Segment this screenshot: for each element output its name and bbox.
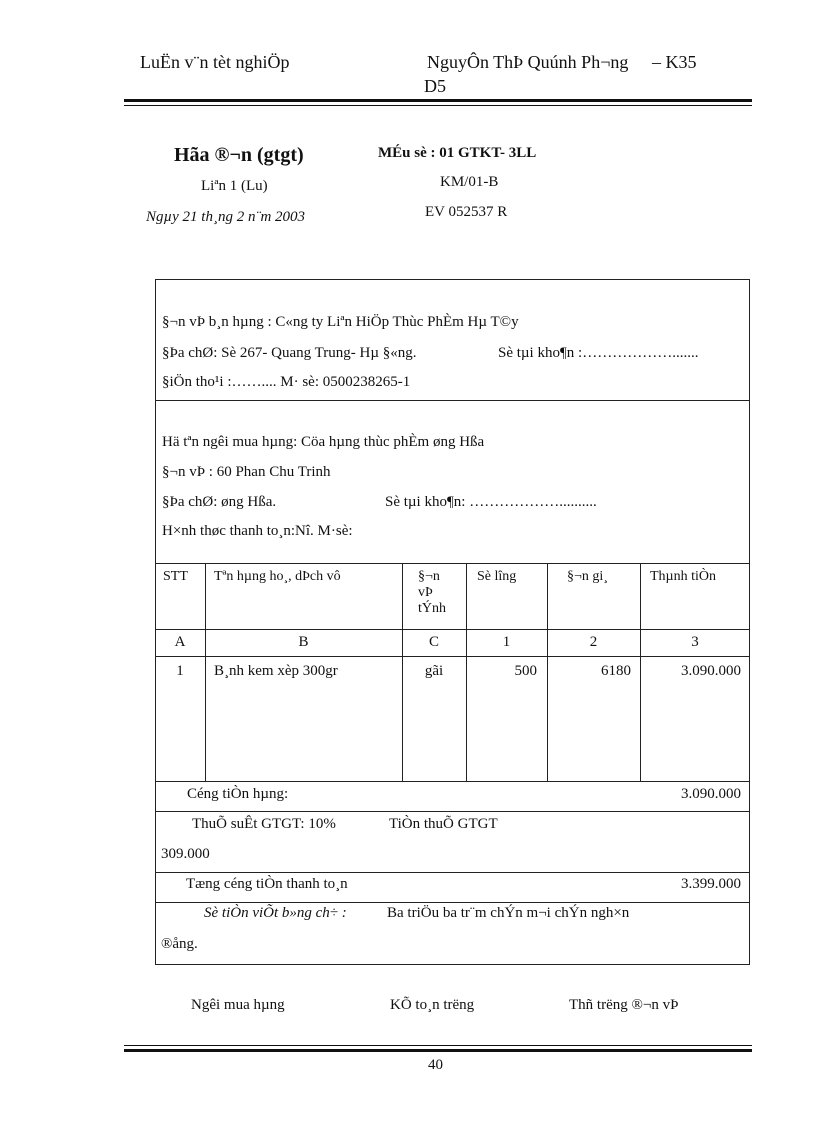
code-3: 3 bbox=[691, 634, 699, 650]
row-quantity: 500 bbox=[514, 663, 537, 679]
header-left-title: LuËn v¨n tèt nghiÖp bbox=[140, 52, 290, 72]
row-goods-name: B¸nh kem xèp 300gr bbox=[214, 663, 338, 679]
code-1: 1 bbox=[502, 634, 511, 650]
header-class-line2: D5 bbox=[424, 76, 446, 96]
amount-in-words-line2: ®ång. bbox=[161, 936, 198, 952]
vat-rate: ThuÕ suÊt GTGT: 10% bbox=[192, 816, 336, 832]
invoice-symbol: KM/01-B bbox=[440, 174, 499, 190]
invoice-copy: Liªn 1 (Lu) bbox=[201, 178, 268, 194]
buyer-address: §Þa chØ: øng Hßa. bbox=[162, 494, 277, 510]
th-amount: Thµnh tiÒn bbox=[650, 569, 717, 584]
signature-accountant: KÕ to¸n trëng bbox=[390, 997, 475, 1013]
buyer-name: Hä tªn ngêi mua hµng: Cöa hµng thùc phÈm øng Hßa bbox=[162, 434, 485, 450]
buyer-unit: §¬n vÞ : 60 Phan Chu Trinh bbox=[162, 464, 331, 480]
th-unit-price: §¬n gi¸ bbox=[567, 569, 608, 584]
row-unit: gãi bbox=[424, 663, 444, 679]
footer-rule-thin bbox=[124, 1045, 752, 1046]
amount-in-words: Ba triÖu ba tr¨m chÝn m¬i chÝn ngh×n bbox=[387, 905, 630, 921]
th-stt: STT bbox=[163, 569, 188, 584]
col-divider-1 bbox=[205, 563, 206, 781]
subtotal-divider bbox=[155, 811, 750, 812]
vat-amount-value: 309.000 bbox=[161, 846, 210, 862]
signature-director: Thñ trëng ®¬n vÞ bbox=[569, 997, 679, 1013]
header-class: – K35 bbox=[652, 52, 697, 72]
seller-name: §¬n vÞ b¸n hµng : C«ng ty Liªn HiÖp Thùc PhÈm Hµ T©y bbox=[162, 314, 519, 330]
table-codes-divider bbox=[155, 656, 750, 657]
seller-address: §Þa chØ: Sè 267- Quang Trung- Hµ §«ng. bbox=[162, 345, 417, 361]
header-rule-thick bbox=[124, 99, 752, 102]
row-amount: 3.090.000 bbox=[681, 663, 741, 679]
header-author: NguyÔn ThÞ Quúnh Ph¬ng bbox=[427, 52, 629, 72]
row-stt: 1 bbox=[176, 663, 184, 679]
grand-total-value: 3.399.000 bbox=[681, 876, 741, 892]
seller-account: Sè tµi kho¶n :………………....... bbox=[498, 345, 699, 361]
th-quantity: Sè lîng bbox=[477, 569, 517, 584]
code-2: 2 bbox=[589, 634, 598, 650]
invoice-title: Hãa ®¬n (gtgt) bbox=[174, 144, 304, 166]
code-c: C bbox=[428, 634, 439, 650]
seller-divider bbox=[155, 400, 750, 401]
buyer-divider bbox=[155, 563, 750, 564]
table-header-divider bbox=[155, 629, 750, 630]
page-number: 40 bbox=[428, 1057, 443, 1073]
footer-rule-thick bbox=[124, 1049, 752, 1052]
code-b: B bbox=[298, 634, 309, 650]
invoice-serial: EV 052537 R bbox=[425, 204, 508, 220]
vat-divider bbox=[155, 872, 750, 873]
table-body-bottom bbox=[155, 781, 750, 782]
row-unit-price: 6180 bbox=[601, 663, 631, 679]
vat-amount-label: TiÒn thuÕ GTGT bbox=[389, 816, 498, 832]
grand-total-label: Tæng céng tiÒn thanh to¸n bbox=[186, 876, 348, 892]
buyer-payment: H×nh thøc thanh to¸n:Nî. M·sè: bbox=[162, 523, 353, 539]
grand-total-divider bbox=[155, 902, 750, 903]
seller-phone: §iÖn tho¹i :…….... M· sè: 0500238265-1 bbox=[162, 374, 411, 390]
th-unit: §¬n vÞ tÝnh bbox=[418, 569, 446, 616]
signature-buyer: Ngêi mua hµng bbox=[191, 997, 285, 1013]
subtotal-value: 3.090.000 bbox=[681, 786, 741, 802]
th-goods-name: Tªn hµng ho¸, dÞch vô bbox=[214, 569, 341, 584]
buyer-account: Sè tµi kho¶n: ……………….......... bbox=[385, 494, 597, 510]
invoice-form-number: MÉu sè : 01 GTKT- 3LL bbox=[378, 145, 537, 161]
amount-in-words-label: Sè tiÒn viÕt b»ng ch÷ : bbox=[204, 905, 347, 921]
code-a: A bbox=[174, 634, 186, 650]
header-rule-thin bbox=[124, 105, 752, 106]
subtotal-label: Céng tiÒn hµng: bbox=[187, 786, 289, 802]
invoice-date: Ngµy 21 th¸ng 2 n¨m 2003 bbox=[146, 209, 306, 225]
